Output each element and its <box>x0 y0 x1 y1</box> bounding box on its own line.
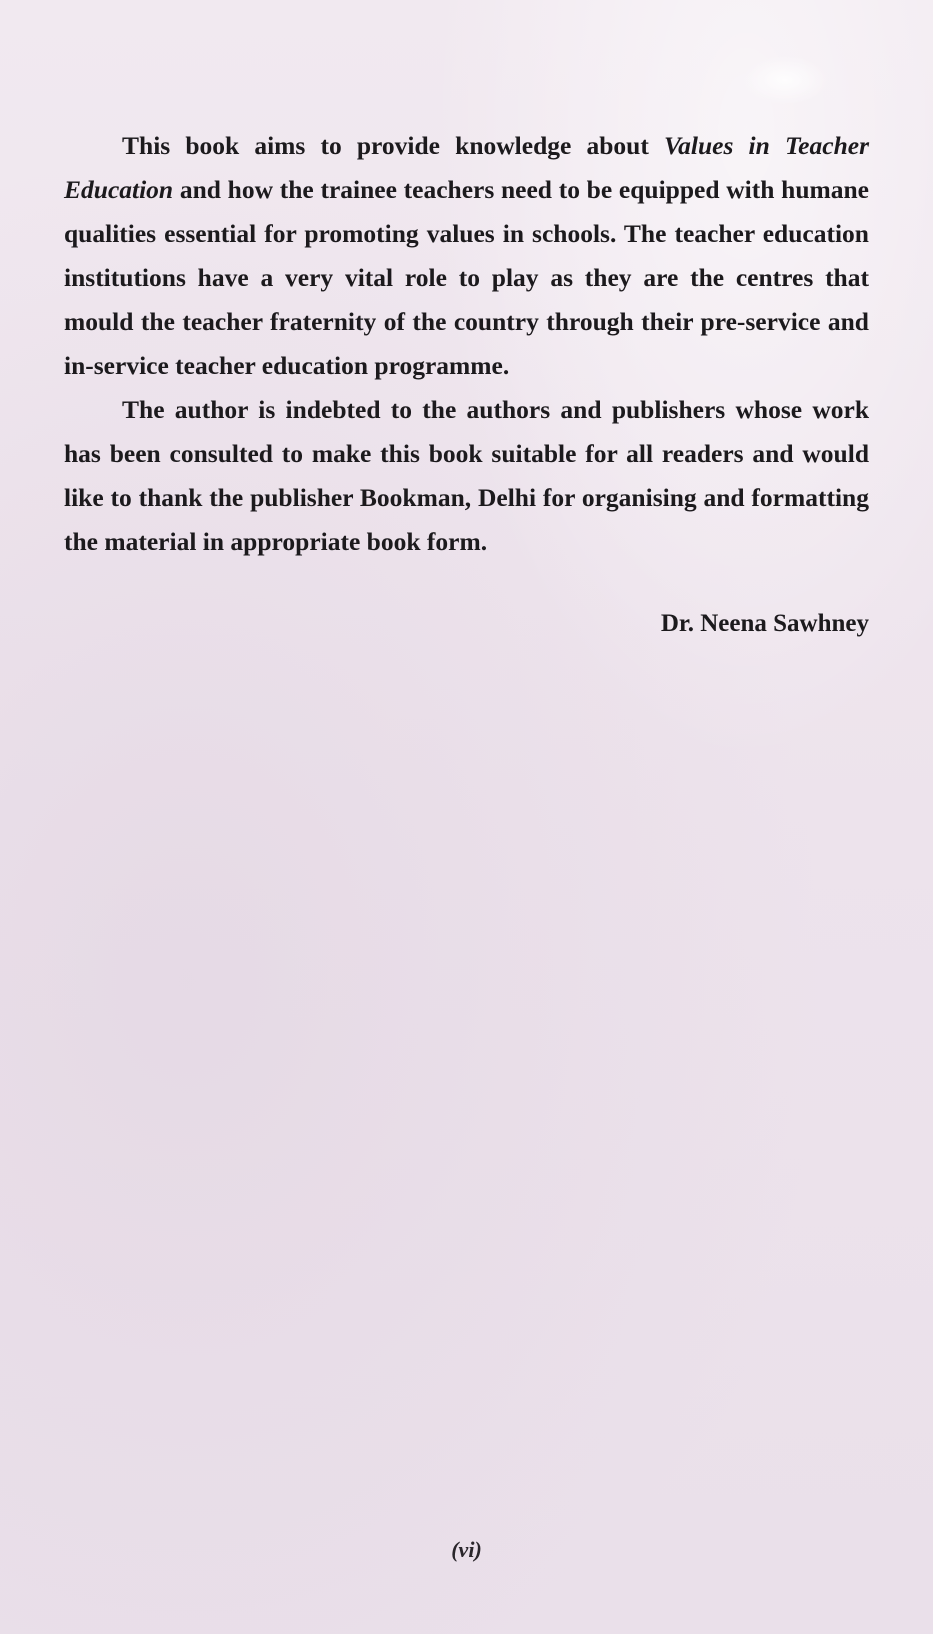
page-number: (vi) <box>451 1537 482 1562</box>
author-signature: Dr. Neena Sawhney <box>660 610 869 637</box>
paragraph-1-text-a: This book aims to provide knowledge about <box>122 131 664 160</box>
preface-body <box>64 124 869 646</box>
paragraph-1-book-title: Values in Teacher Education <box>64 131 869 204</box>
paragraph-2 <box>64 388 869 564</box>
paragraph-2-text: The author is indebted to the authors and publishers whose work has been consulted to make this book suitable for all readers and would like to thank the publisher Bookman, Delhi for organising and formatting the material in appropriate book form. <box>64 395 869 556</box>
paper-blemish <box>740 55 830 105</box>
paragraph-1 <box>64 124 869 388</box>
paragraph-1-text-b: and how the trainee teachers need to be equipped with humane qualities essential for promoting values in schools. The teacher education institutions have a very vital role to play as they are the centres that mould the teacher fraternity of the country through their pre-service and in-service teacher education programme. <box>64 175 869 380</box>
